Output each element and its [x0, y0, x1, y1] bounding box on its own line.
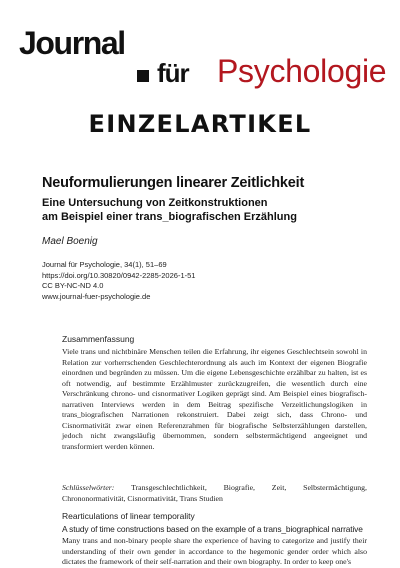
keywords-list: Transgeschlechtlichkeit, Biografie, Zeit, Selbstermächtigung, Chrononormativität, Cisnormativität, Trans Studien — [62, 483, 367, 503]
keywords-label: Schlüsselwörter: — [62, 483, 115, 492]
article-type-label: EINZELARTIKEL — [88, 110, 312, 138]
article-title: Neuformulierungen linearer Zeitlichkeit — [42, 175, 305, 191]
article-subtitle-line: Eine Untersuchung von Zeitkonstruktionen — [42, 197, 268, 209]
english-subtitle: A study of time constructions based on the example of a trans_biographical narrative — [62, 524, 363, 534]
abstract-heading: Zusammenfassung — [62, 334, 135, 344]
keywords — [62, 483, 367, 504]
article-author: Mael Boenig — [42, 236, 98, 247]
journal-masthead — [19, 27, 389, 87]
masthead-journal-word: Journal — [19, 25, 125, 61]
article-subtitle-line: am Beispiel einer trans_biografischen Erzählung — [42, 211, 297, 223]
article-meta — [42, 260, 362, 302]
abstract-text: Viele trans und nichtbinäre Menschen teilen die Erfahrung, ihr eigenes Geschlechtsein sowohl in Relation zur vorherrschenden Geschlechterordnung als auch im Kontext der eigenen Biografie einordnen und begründen zu müssen. Um die eigene Lebensgeschichte erzählbar zu halten, ist es oft notwendig, auf bestimmte Erzählmuster zurückzugreifen, die wesentlich durch eine Verschränkung chrono- und cisnormativer Logiken geprägt sind. Am Beispiel eines biografisch-narrativen Interviews werden in dem Beitrag spezifische Verzeitlichungslogiken in trans_biografischen Narrationen rekonstruiert. Dabei zeigt sich, dass Chrono- und Cisnormativität zwar einen Referenzrahmen für biografische Selbsterzählungen darstellen, jedoch nicht zwangsläufig übernommen, sondern selbstermächtigend angeeignet und transformiert werden können. — [62, 347, 367, 451]
english-abstract-text: Many trans and non-binary people share the experience of having to categorize and justify their understanding of their own gender in accordance to the hegemonic gender order which also dictates the framework of their self-narration and their own biography. In order to keep one's — [62, 536, 367, 566]
english-title: Rearticulations of linear temporality — [62, 511, 195, 521]
doi-link[interactable]: https://doi.org/10.30820/0942-2285-2026-1-51 — [42, 270, 196, 280]
masthead-fuer-word: für — [157, 58, 189, 88]
citation: Journal für Psychologie, 34(1), 51–69 — [42, 260, 167, 269]
article-subtitle — [42, 196, 362, 224]
masthead-psychologie-word: Psychologie — [217, 53, 387, 89]
website-link[interactable]: www.journal-fuer-psychologie.de — [42, 291, 151, 301]
masthead-square-mark — [137, 70, 149, 82]
license: CC BY-NC-ND 4.0 — [42, 281, 104, 291]
